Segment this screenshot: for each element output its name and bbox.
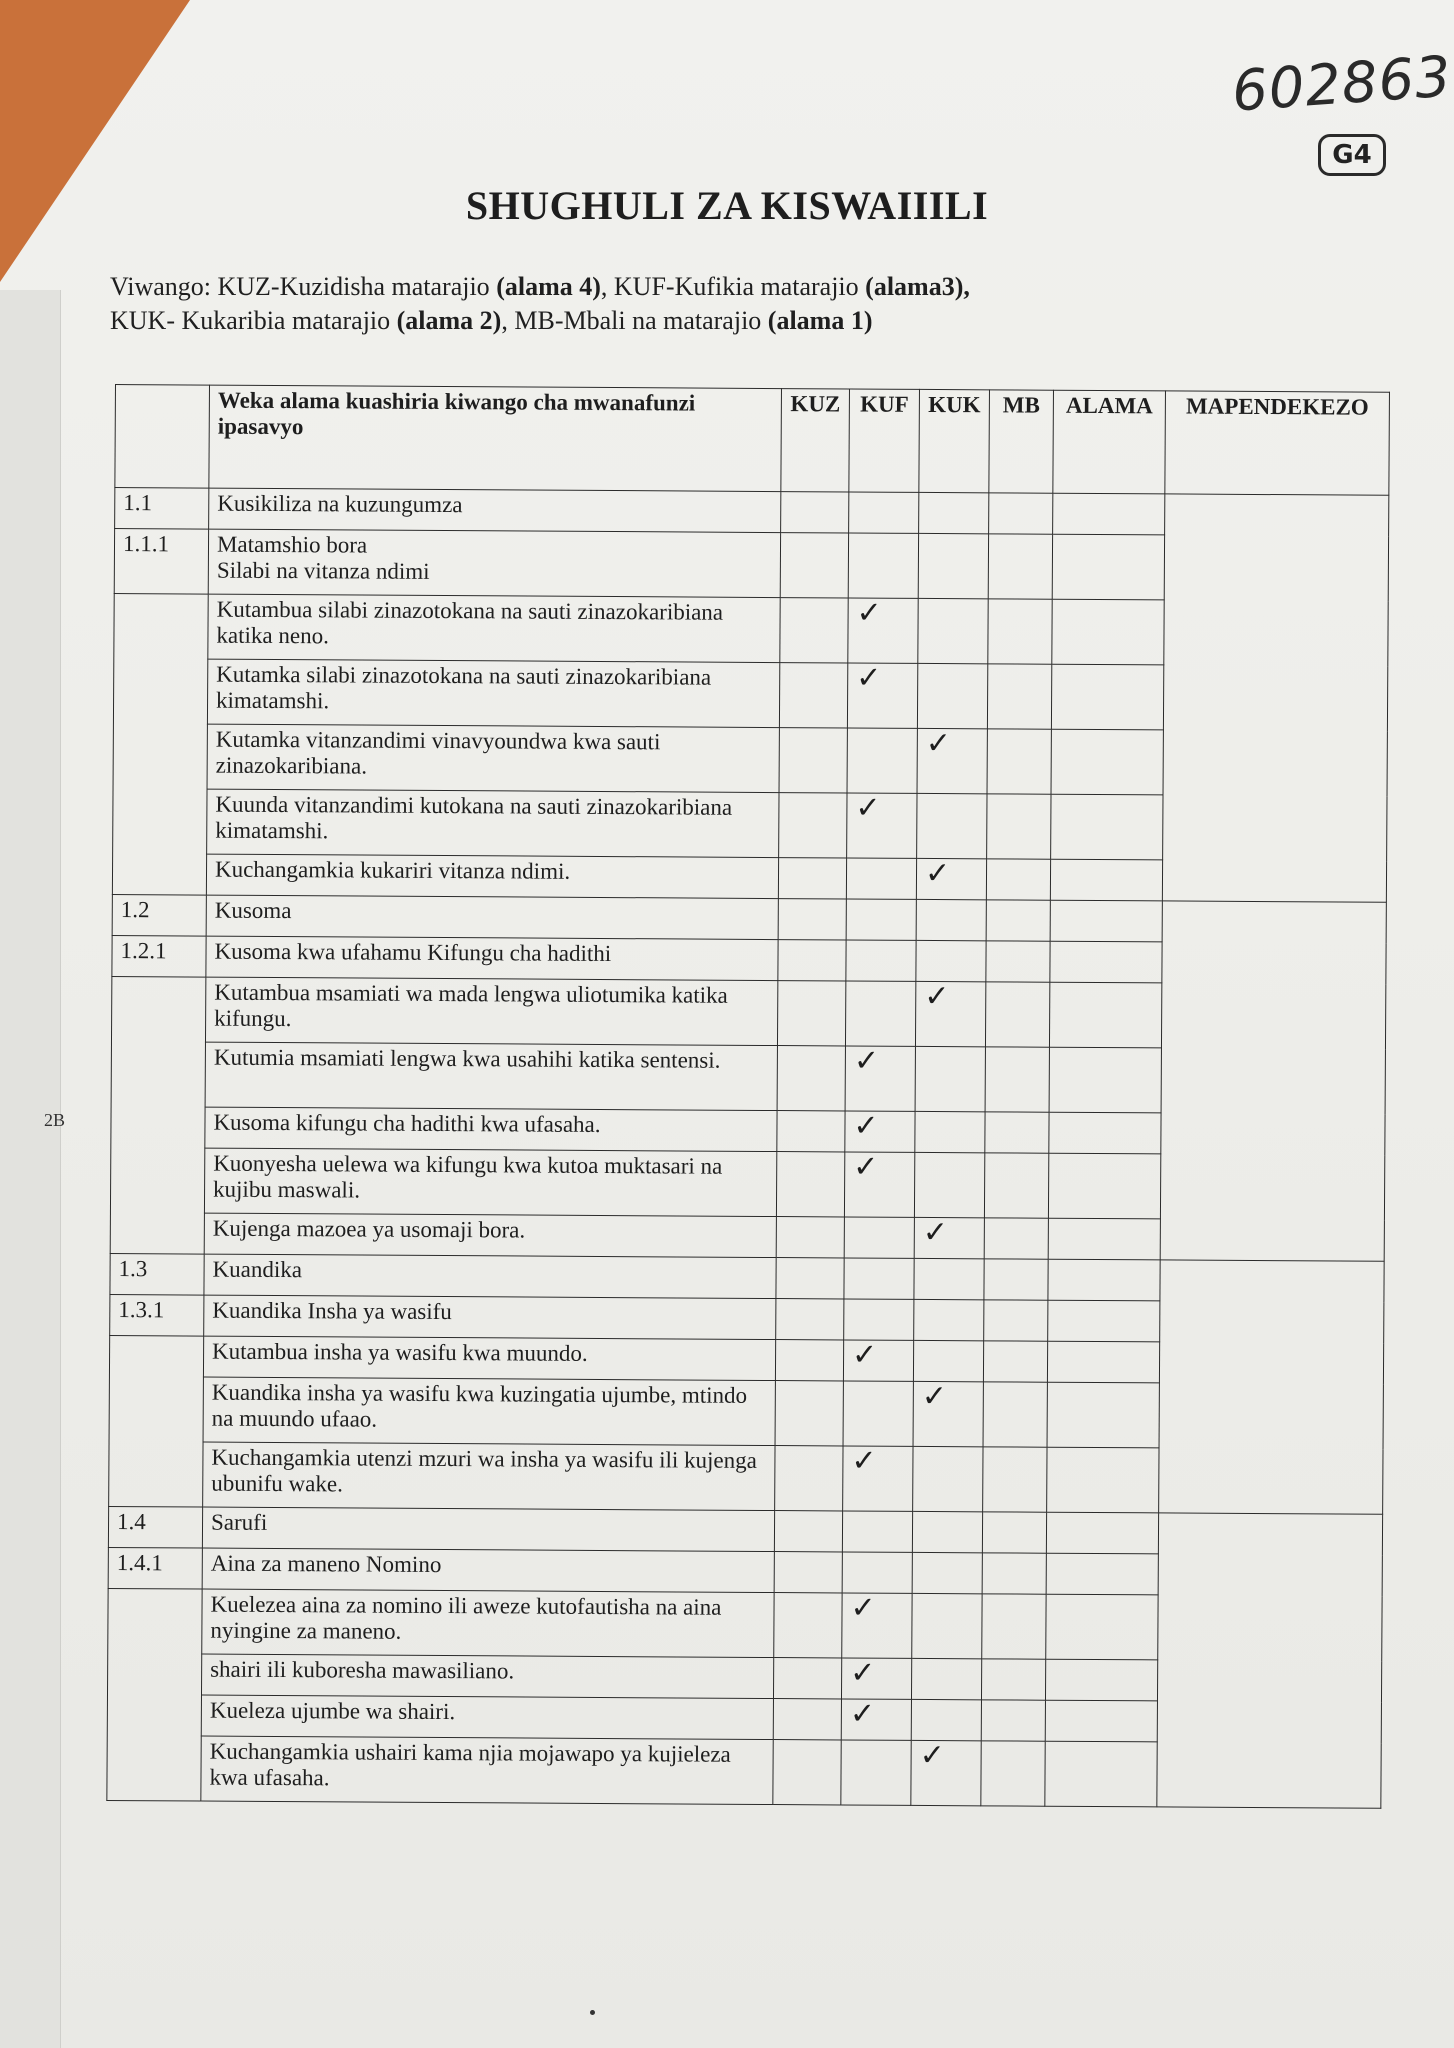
cell-kuk [915, 1111, 985, 1152]
cell-kuk [912, 1511, 982, 1552]
cell-kuf [847, 660, 917, 728]
outcome-text: Kutambua silabi zinazotokana na sauti zinazokaribiana katika neno. [208, 594, 780, 662]
outcome-text: Kutamka vitanzandimi vinavyoundwa kwa sauti zinazokaribiana. [207, 724, 779, 792]
cell-kuk [916, 855, 986, 899]
cell-mapendekezo [1162, 494, 1388, 902]
stray-dot [590, 2010, 595, 2015]
cell-kuf [841, 1740, 911, 1805]
header-mapendekezo: MAPENDEKEZO [1165, 391, 1390, 495]
cell-alama [1047, 1341, 1159, 1383]
subsection-title [202, 1548, 774, 1592]
cell-kuk [913, 1446, 983, 1511]
cell-mb [983, 1382, 1047, 1447]
header-instruction: Weka alama kuashiria kiwango cha mwanafunzi ipasavyo [209, 385, 782, 491]
section-number: 1.1 [115, 488, 209, 530]
outcome-text: Kutambua msamiati wa mada lengwa uliotumika katika kifungu. [205, 977, 777, 1045]
legend-mb-text: -Mbali na matarajio [554, 306, 762, 335]
check-mark-icon: ✓ [921, 1378, 948, 1415]
header-kuk: KUK [919, 389, 990, 492]
cell-kuk [912, 1552, 982, 1593]
item-number-cell [112, 593, 208, 895]
cell-kuz [780, 533, 848, 598]
cell-kuz [774, 1511, 842, 1552]
cell-mb [982, 1594, 1046, 1659]
handwritten-ref-number: 602863 [1230, 44, 1454, 125]
outcome-text: Kuchangamkia kukariri vitanza ndimi. [206, 854, 778, 898]
cell-kuf [847, 790, 917, 858]
section-title: Kusoma [206, 895, 778, 939]
cell-kuk [919, 492, 989, 533]
cell-kuz [776, 1299, 844, 1340]
cell-mb [982, 1512, 1046, 1553]
cell-mb [989, 493, 1053, 534]
margin-label: 2B [44, 1110, 66, 1130]
outcome-text: Kuchangamkia ushairi kama njia mojawapo ya kujieleza kwa ufasaha. [201, 1736, 773, 1804]
cell-kuk [918, 533, 988, 598]
legend-mb-score: (alama 1) [767, 306, 873, 335]
cell-alama [1052, 599, 1164, 665]
cell-kuz [776, 1152, 844, 1217]
cell-mb [986, 900, 1050, 941]
legend-label: Viwango: [110, 272, 211, 301]
cell-kuf [842, 1590, 912, 1658]
cell-kuk [917, 793, 987, 858]
cell-alama [1045, 1700, 1157, 1742]
cell-kuf [846, 899, 916, 940]
cell-alama [1051, 664, 1163, 730]
cell-alama [1049, 982, 1161, 1048]
legend-kuk-code: KUK [110, 306, 167, 335]
cell-kuk [916, 940, 986, 981]
cell-kuz [778, 899, 846, 940]
subsection-title-line-1: Kuandika Insha ya wasifu [212, 1297, 452, 1325]
cell-kuk [917, 663, 987, 728]
cell-kuk [914, 1299, 984, 1340]
cell-alama [1046, 1512, 1158, 1554]
cell-kuz [773, 1658, 841, 1699]
cell-mb [987, 729, 1051, 794]
header-number [115, 385, 210, 489]
cell-kuk [915, 978, 985, 1046]
cell-alama [1045, 1741, 1157, 1807]
subsection-number: 1.2.1 [112, 935, 206, 977]
cell-kuf [842, 1552, 912, 1593]
subsection-title-line-1: Kusoma kwa ufahamu Kifungu cha hadithi [214, 938, 612, 967]
check-mark-icon: ✓ [922, 1214, 949, 1251]
cell-kuz [777, 981, 845, 1046]
cell-alama [1051, 729, 1163, 795]
cell-mapendekezo [1160, 901, 1386, 1261]
cell-alama [1049, 1047, 1161, 1113]
cell-kuk [914, 1214, 984, 1258]
cell-mb [986, 941, 1050, 982]
subsection-number: 1.4.1 [108, 1547, 202, 1589]
cell-alama [1048, 1218, 1160, 1260]
cell-mb [983, 1341, 1047, 1382]
check-mark-icon: ✓ [850, 1590, 876, 1626]
cell-alama [1050, 941, 1162, 983]
cell-kuk [913, 1378, 983, 1446]
cell-kuf [845, 1043, 915, 1111]
cell-kuz [779, 793, 847, 858]
cell-kuk [911, 1699, 981, 1740]
outcome-text: Kuonyesha uelewa wa kifungu kwa kutoa muktasari na kujibu maswali. [204, 1148, 776, 1216]
cell-mb [984, 1300, 1048, 1341]
check-mark-icon: ✓ [851, 1337, 878, 1373]
subsection-number: 1.1.1 [114, 529, 208, 595]
subsection-title-line-2: Silabi na vitanza ndimi [216, 557, 430, 584]
cell-kuz [776, 1258, 844, 1299]
header-kuz: KUZ [781, 389, 850, 492]
cell-kuk [917, 725, 987, 793]
cell-alama [1050, 900, 1162, 942]
check-mark-icon: ✓ [853, 1108, 879, 1144]
cell-kuk [914, 1152, 984, 1217]
cell-alama [1047, 1382, 1159, 1448]
cell-mb [988, 599, 1052, 664]
cell-kuf [849, 492, 919, 533]
cell-alama [1053, 493, 1165, 535]
underlying-page-edge [0, 290, 61, 2048]
cell-alama [1048, 1153, 1160, 1219]
cell-kuz [777, 1046, 845, 1111]
cell-kuz [778, 858, 846, 899]
cell-kuz [780, 598, 848, 663]
outcome-text: Kusoma kifungu cha hadithi kwa ufasaha. [205, 1107, 777, 1151]
cell-kuk [915, 1046, 985, 1111]
cell-kuz [778, 940, 846, 981]
check-mark-icon: ✓ [849, 1696, 876, 1732]
cell-mb [985, 1047, 1049, 1112]
cell-alama [1048, 1259, 1160, 1301]
cell-kuz [779, 663, 847, 728]
section-title: Sarufi [202, 1507, 774, 1551]
cell-kuf [844, 1217, 914, 1258]
cell-kuf [846, 858, 916, 899]
section-number: 1.3 [110, 1253, 204, 1295]
check-mark-icon: ✓ [853, 1043, 880, 1079]
cell-alama [1050, 859, 1162, 901]
section-title: Kuandika [204, 1254, 776, 1298]
cell-kuk [913, 1340, 983, 1381]
section-title: Kusikiliza na kuzungumza [209, 488, 781, 532]
legend-mb-code: MB [514, 306, 555, 335]
cell-mb [987, 794, 1051, 859]
grade-badge: G4 [1318, 134, 1386, 176]
cell-kuz [774, 1593, 842, 1658]
cell-alama [1049, 1112, 1161, 1154]
check-mark-icon: ✓ [924, 978, 950, 1015]
cell-kuz [776, 1217, 844, 1258]
assessment-table [106, 384, 1390, 1809]
check-mark-icon: ✓ [856, 660, 882, 696]
subsection-title-line-1: Matamshio bora [216, 531, 368, 558]
cell-alama [1046, 1594, 1158, 1660]
check-mark-icon: ✓ [925, 725, 952, 762]
cell-kuf [845, 1108, 915, 1152]
cell-mb [985, 982, 1049, 1047]
cell-alama [1052, 534, 1164, 600]
cell-mb [985, 1112, 1049, 1153]
cell-kuz [775, 1381, 843, 1446]
cell-kuf [841, 1696, 911, 1740]
cell-mb [981, 1659, 1045, 1700]
cell-mb [986, 859, 1050, 900]
section-number: 1.4 [108, 1506, 202, 1548]
table-body [107, 385, 1390, 1809]
outcome-text: Kueleza ujumbe wa shairi. [201, 1695, 773, 1739]
cell-kuf [844, 1258, 914, 1299]
table-header-row [115, 385, 1390, 496]
cell-kuz [773, 1699, 841, 1740]
cell-kuf [848, 533, 918, 598]
item-number-cell [107, 1588, 202, 1801]
subsection-title [208, 529, 780, 597]
cell-kuk [911, 1737, 981, 1805]
outcome-text: Kujenga mazoea ya usomaji bora. [204, 1213, 776, 1257]
cell-kuf [844, 1149, 914, 1217]
cell-kuz [774, 1552, 842, 1593]
subsection-title-line-1: Aina za maneno Nomino [210, 1550, 442, 1578]
cell-mb [988, 534, 1052, 599]
cell-alama [1051, 794, 1163, 860]
outcome-text: Kutambua insha ya wasifu kwa muundo. [203, 1336, 775, 1380]
check-mark-icon: ✓ [850, 1655, 876, 1691]
check-mark-icon: ✓ [851, 1443, 877, 1479]
outcome-text: Kutamka silabi zinazotokana na sauti zinazokaribiana kimatamshi. [207, 659, 779, 727]
cell-kuf [846, 940, 916, 981]
cell-kuf [847, 728, 917, 793]
cell-alama [1046, 1553, 1158, 1595]
header-mb: MB [989, 390, 1054, 493]
legend-kuf-code: KUF [613, 272, 666, 301]
section-number: 1.2 [112, 894, 206, 936]
cell-kuz [775, 1446, 843, 1511]
cell-kuf [842, 1511, 912, 1552]
grading-legend [110, 270, 1350, 338]
legend-line-1: Viwango: KUZ-Kuzidisha matarajio (alama 4), KUF-Kufikia matarajio (alama3), [110, 272, 970, 301]
cell-kuf [841, 1655, 911, 1699]
outcome-text: Kuandika insha ya wasifu kwa kuzingatia ujumbe, mtindo na muundo ufaao. [203, 1377, 775, 1445]
cell-kuk [911, 1658, 981, 1699]
subsection-title [206, 936, 778, 980]
outcome-text: Kuchangamkia utenzi mzuri wa insha ya wasifu ili kujenga ubunifu wake. [203, 1442, 775, 1510]
check-mark-icon: ✓ [919, 1737, 945, 1774]
cell-kuf [843, 1443, 913, 1511]
cell-kuf [843, 1381, 913, 1446]
cell-kuf [845, 981, 915, 1046]
cell-mb [981, 1741, 1045, 1806]
cell-alama [1048, 1300, 1160, 1342]
cell-kuf [843, 1337, 913, 1381]
item-number-cell [110, 976, 206, 1254]
outcome-text: Kuunda vitanzandimi kutokana na sauti zinazokaribiana kimatamshi. [207, 789, 779, 857]
cell-mb [982, 1553, 1046, 1594]
legend-kuz-score: (alama 4) [496, 272, 601, 301]
cell-kuk [914, 1258, 984, 1299]
cell-mb [981, 1700, 1045, 1741]
check-mark-icon: ✓ [855, 790, 881, 826]
cell-mb [983, 1447, 1047, 1512]
item-number-cell [109, 1335, 204, 1507]
cell-mb [987, 664, 1051, 729]
page-title: SHUGHULI ZA KISWAIIILI [465, 183, 989, 228]
cell-mb [984, 1259, 1048, 1300]
cell-kuf [848, 595, 918, 663]
header-kuf: KUF [849, 389, 920, 492]
check-mark-icon: ✓ [924, 855, 951, 892]
cell-alama [1047, 1447, 1159, 1513]
legend-kuf-text: -Kufikia matarajio [665, 272, 859, 301]
cell-alama [1045, 1659, 1157, 1701]
cell-mb [984, 1218, 1048, 1259]
cell-mapendekezo [1157, 1513, 1383, 1808]
legend-kuf-score: (alama3), [865, 272, 970, 301]
cell-kuz [773, 1740, 841, 1805]
cell-kuk [918, 598, 988, 663]
subsection-number: 1.3.1 [110, 1294, 204, 1336]
cell-kuk [916, 899, 986, 940]
cell-kuz [781, 492, 849, 533]
subsection-title [204, 1295, 776, 1339]
cell-mb [984, 1153, 1048, 1218]
outcome-text: shairi ili kuboresha mawasiliano. [201, 1654, 773, 1698]
outcome-text: Kuelezea aina za nomino ili aweze kutofautisha na aina nyingine za maneno. [202, 1589, 774, 1657]
check-mark-icon: ✓ [856, 595, 882, 631]
cell-kuz [777, 1111, 845, 1152]
cell-kuk [912, 1593, 982, 1658]
legend-kuk-score: (alama 2) [396, 306, 502, 335]
outcome-text: Kutumia msamiati lengwa kwa usahihi katika sentensi. [205, 1042, 777, 1110]
cell-mapendekezo [1159, 1260, 1385, 1514]
cell-kuz [779, 728, 847, 793]
check-mark-icon: ✓ [853, 1149, 879, 1185]
header-alama: ALAMA [1053, 390, 1166, 494]
cell-kuf [844, 1299, 914, 1340]
cell-kuz [775, 1340, 843, 1381]
legend-line-2: KUK- Kukaribia matarajio (alama 2), MB-Mbali na matarajio (alama 1) [110, 306, 873, 335]
legend-kuk-text: - Kukaribia matarajio [166, 306, 391, 335]
legend-kuz-text: -Kuzidisha matarajio [270, 272, 490, 301]
legend-kuz-code: KUZ [217, 272, 271, 301]
